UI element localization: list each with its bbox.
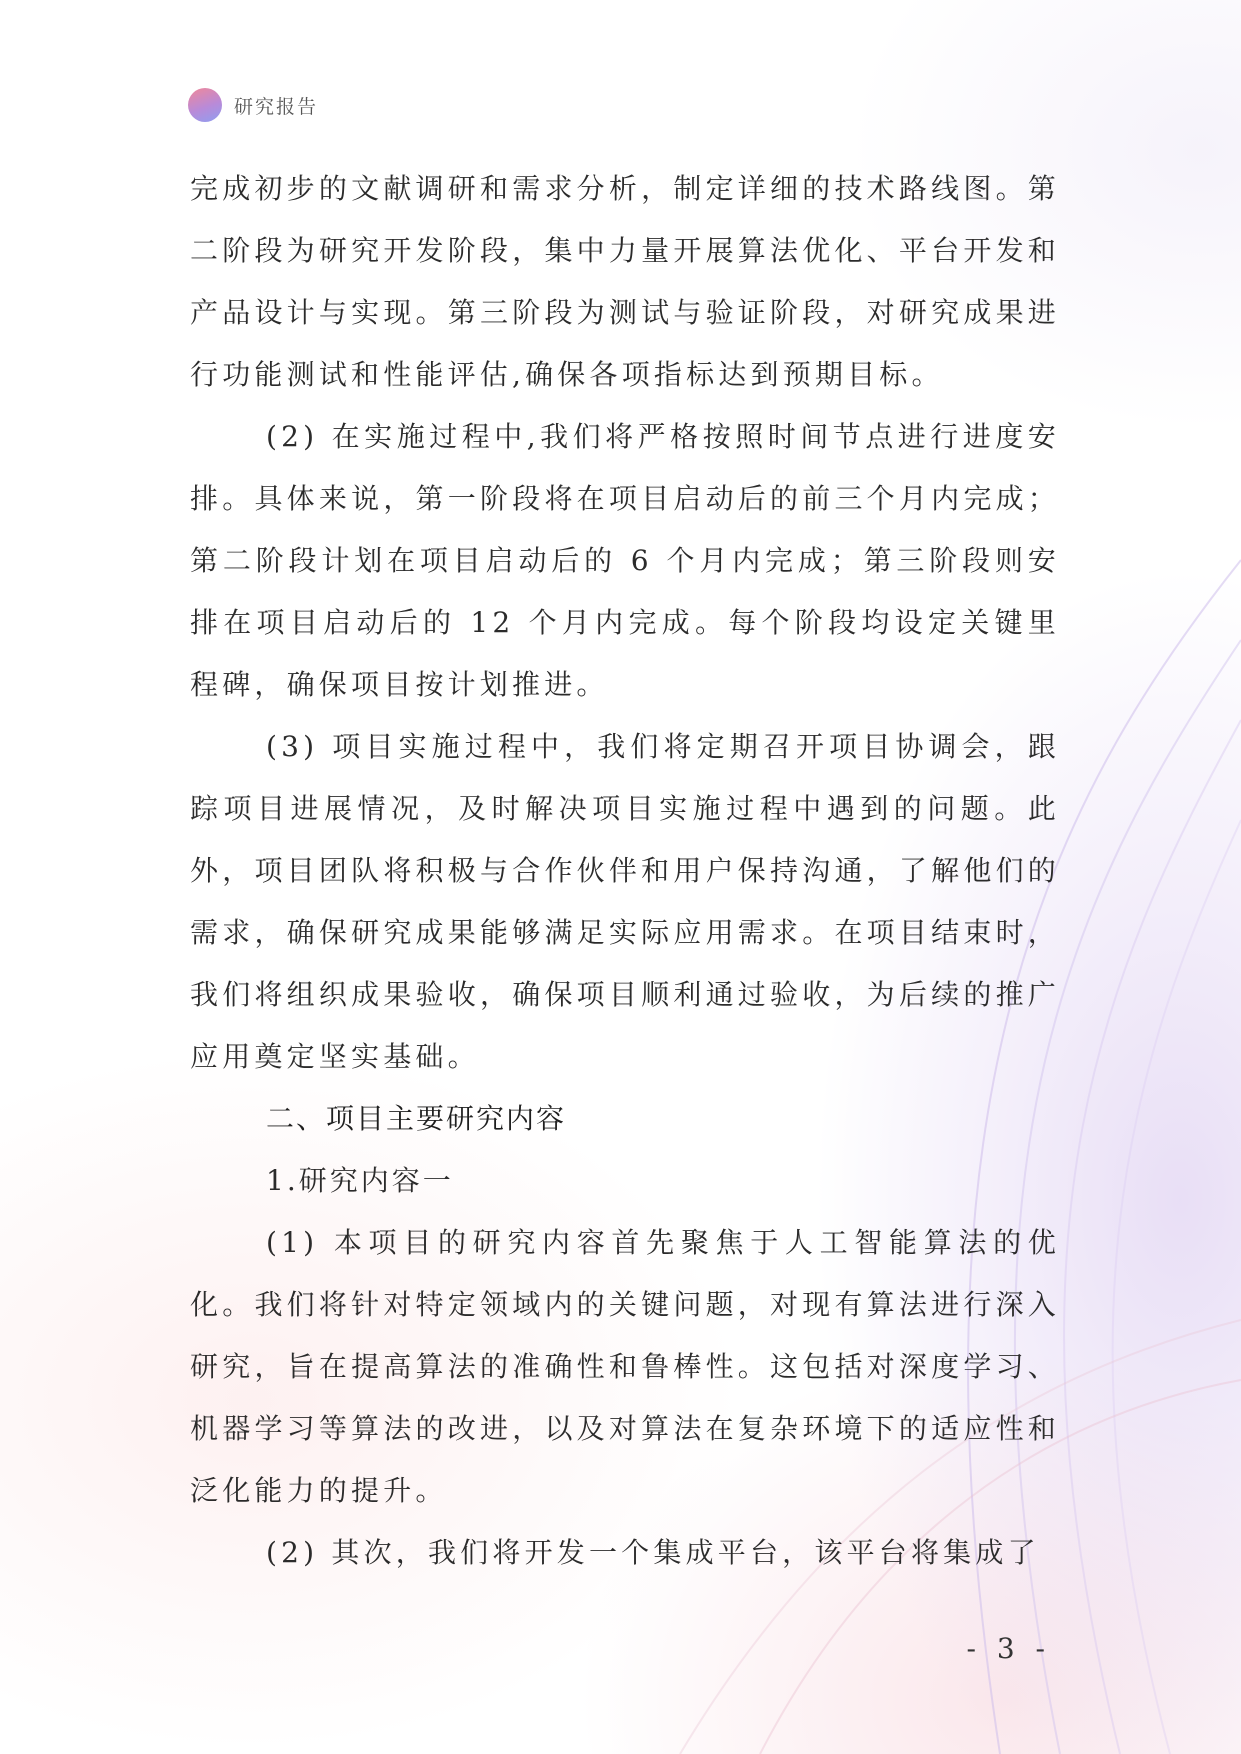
paragraph-3: (3) 项目实施过程中，我们将定期召开项目协调会，跟踪项目进展情况，及时解决项目实施过程中遇到的问题。此外，项目团队将积极与合作伙伴和用户保持沟通，了解他们的需求，确保研究成果能够满足实际应用需求。在项目结束时，我们将组织成果验收，确保项目顺利通过验收，为后续的推广应用奠定坚实基础。: [190, 730, 1060, 1073]
document-header: [188, 88, 318, 122]
section-heading: 二、项目主要研究内容: [266, 1102, 567, 1135]
logo-circle-icon: [188, 88, 222, 122]
paragraph-2: (2) 在实施过程中,我们将严格按照时间节点进行进度安排。具体来说，第一阶段将在项目启动后的前三个月内完成；第二阶段计划在项目启动后的 6 个月内完成；第三阶段则安排在项目启动后的 12 个月内完成。每个阶段均设定关键里程碑，确保项目按计划推进。: [190, 420, 1060, 701]
page-number: - 3 -: [966, 1632, 1051, 1665]
paragraph-continued: 完成初步的文献调研和需求分析，制定详细的技术路线图。第二阶段为研究开发阶段，集中力量开展算法优化、平台开发和产品设计与实现。第三阶段为测试与验证阶段，对研究成果进行功能测试和性能评估,确保各项指标达到预期目标。: [190, 172, 1060, 391]
document-body: [190, 158, 1060, 1584]
subsection-heading: 1.研究内容一: [266, 1164, 454, 1197]
paragraph-4: (1) 本项目的研究内容首先聚焦于人工智能算法的优化。我们将针对特定领域内的关键问题，对现有算法进行深入研究，旨在提高算法的准确性和鲁棒性。这包括对深度学习、机器学习等算法的改进，以及对算法在复杂环境下的适应性和泛化能力的提升。: [190, 1226, 1060, 1507]
header-label: 研究报告: [234, 95, 319, 118]
paragraph-5: (2) 其次，我们将开发一个集成平台，该平台将集成了: [266, 1536, 1040, 1569]
